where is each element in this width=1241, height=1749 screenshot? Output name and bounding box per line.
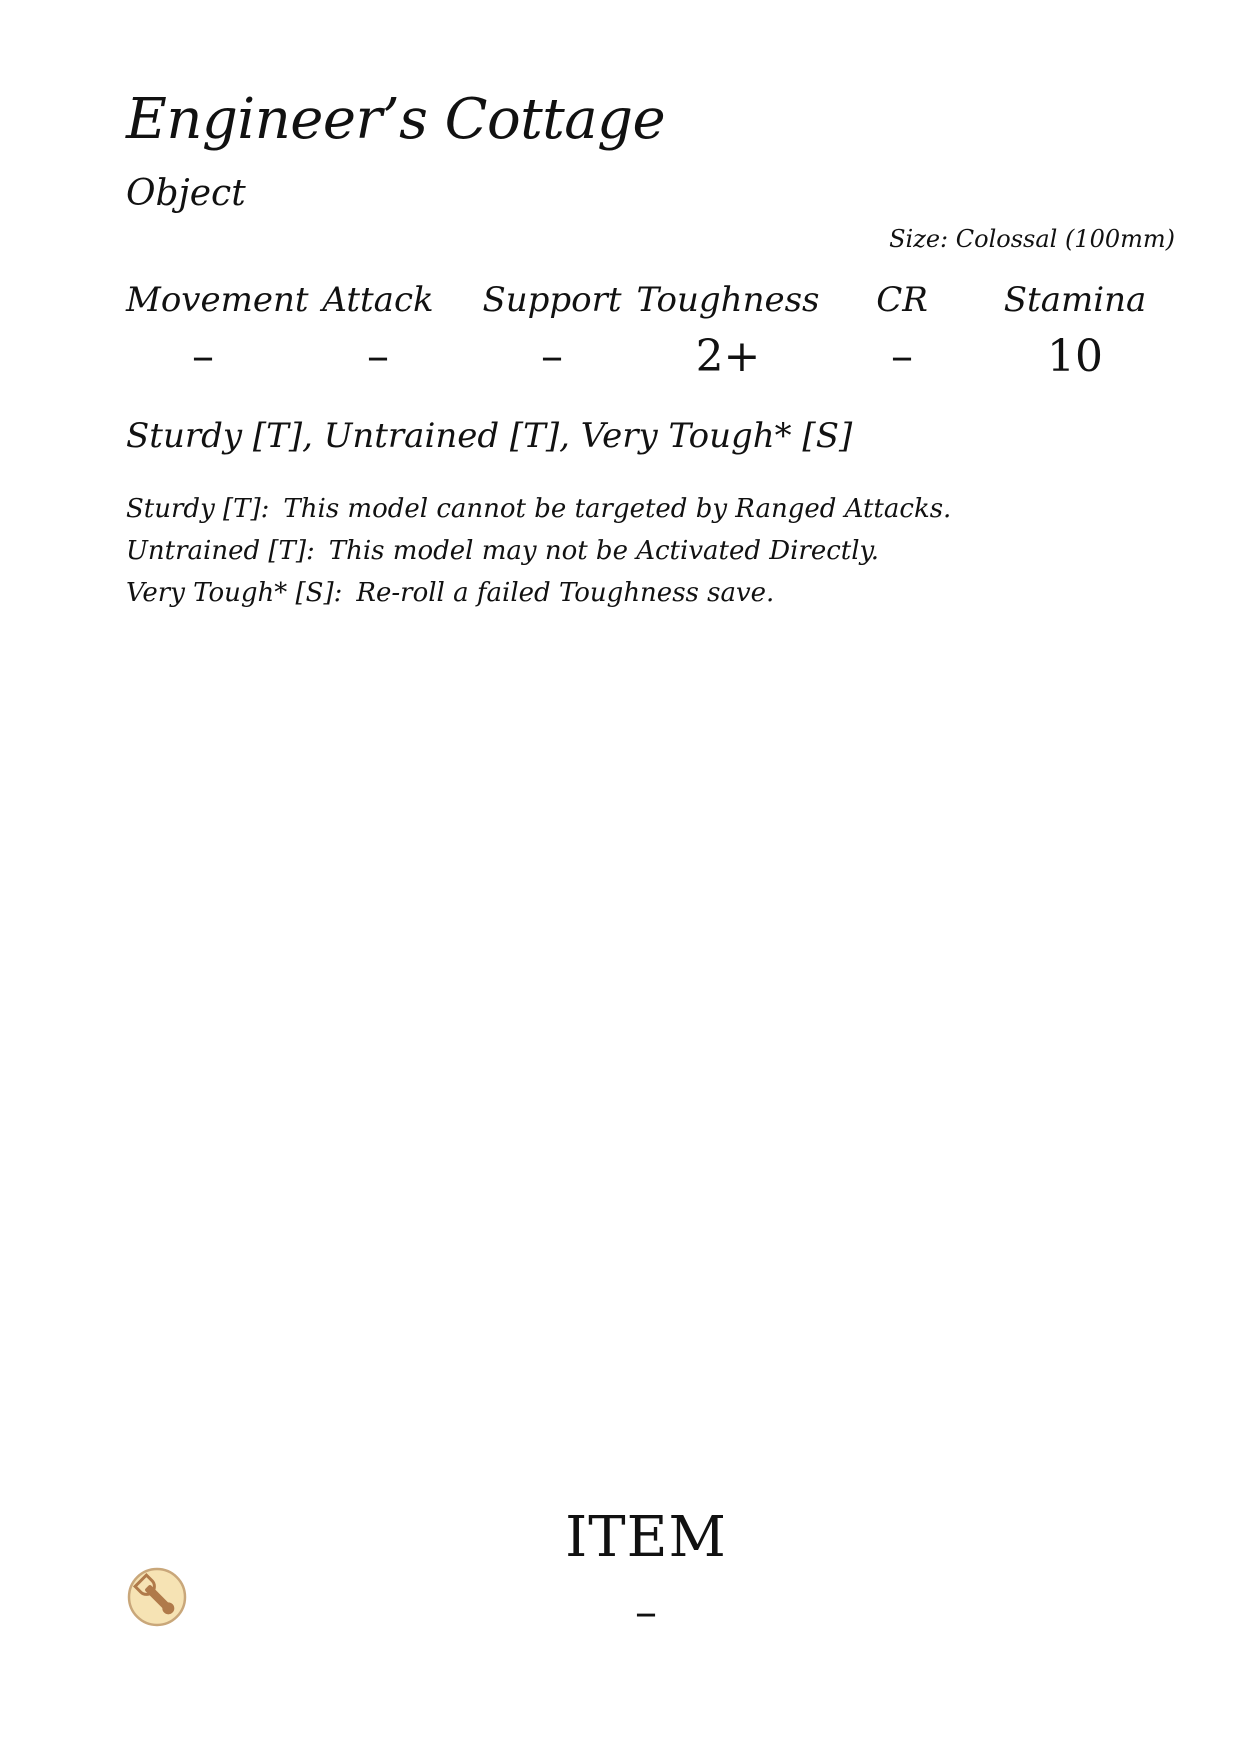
stat-toughness (628, 278, 828, 384)
rule-text: This model cannot be targeted by Ranged Attacks. (283, 494, 952, 524)
rule-definition-very-tough (126, 572, 951, 614)
stat-support (476, 278, 628, 384)
rule-name: Untrained [T]: (126, 536, 315, 566)
rule-name: Very Tough* [S]: (126, 578, 343, 608)
stat-label: Support (482, 280, 622, 320)
stat-label: Attack (322, 280, 434, 320)
item-value: – (635, 1587, 657, 1638)
card-title: Engineer’s Cottage (126, 87, 666, 152)
special-rules-list (126, 488, 951, 614)
item-header: ITEM (565, 1505, 727, 1570)
stat-value: 2+ (695, 331, 761, 382)
special-rules-summary: Sturdy [T], Untrained [T], Very Tough* [S] (126, 416, 853, 456)
stat-cr (828, 278, 976, 384)
stat-label: Stamina (1003, 280, 1147, 320)
card-type: Object (126, 173, 246, 214)
card-size: Size: Colossal (100mm) (889, 225, 1175, 253)
stat-attack (280, 278, 476, 384)
rule-text: Re-roll a failed Toughness save. (356, 578, 775, 608)
rule-definition-untrained (126, 530, 951, 572)
stat-value: – (541, 331, 563, 382)
stat-label: CR (876, 280, 928, 320)
stat-stamina (976, 278, 1174, 384)
stat-value: – (891, 331, 913, 382)
stat-table (126, 278, 1175, 384)
stat-label: Toughness (636, 280, 820, 320)
rule-definition-sturdy (126, 488, 951, 530)
wrench-icon (126, 1566, 188, 1628)
stat-movement (126, 278, 309, 384)
stat-value: 10 (1047, 331, 1103, 382)
stat-value: – (192, 331, 214, 382)
rule-text: This model may not be Activated Directly. (328, 536, 880, 566)
stat-label: Movement (126, 280, 309, 320)
stat-value: – (367, 331, 389, 382)
rule-name: Sturdy [T]: (126, 494, 270, 524)
